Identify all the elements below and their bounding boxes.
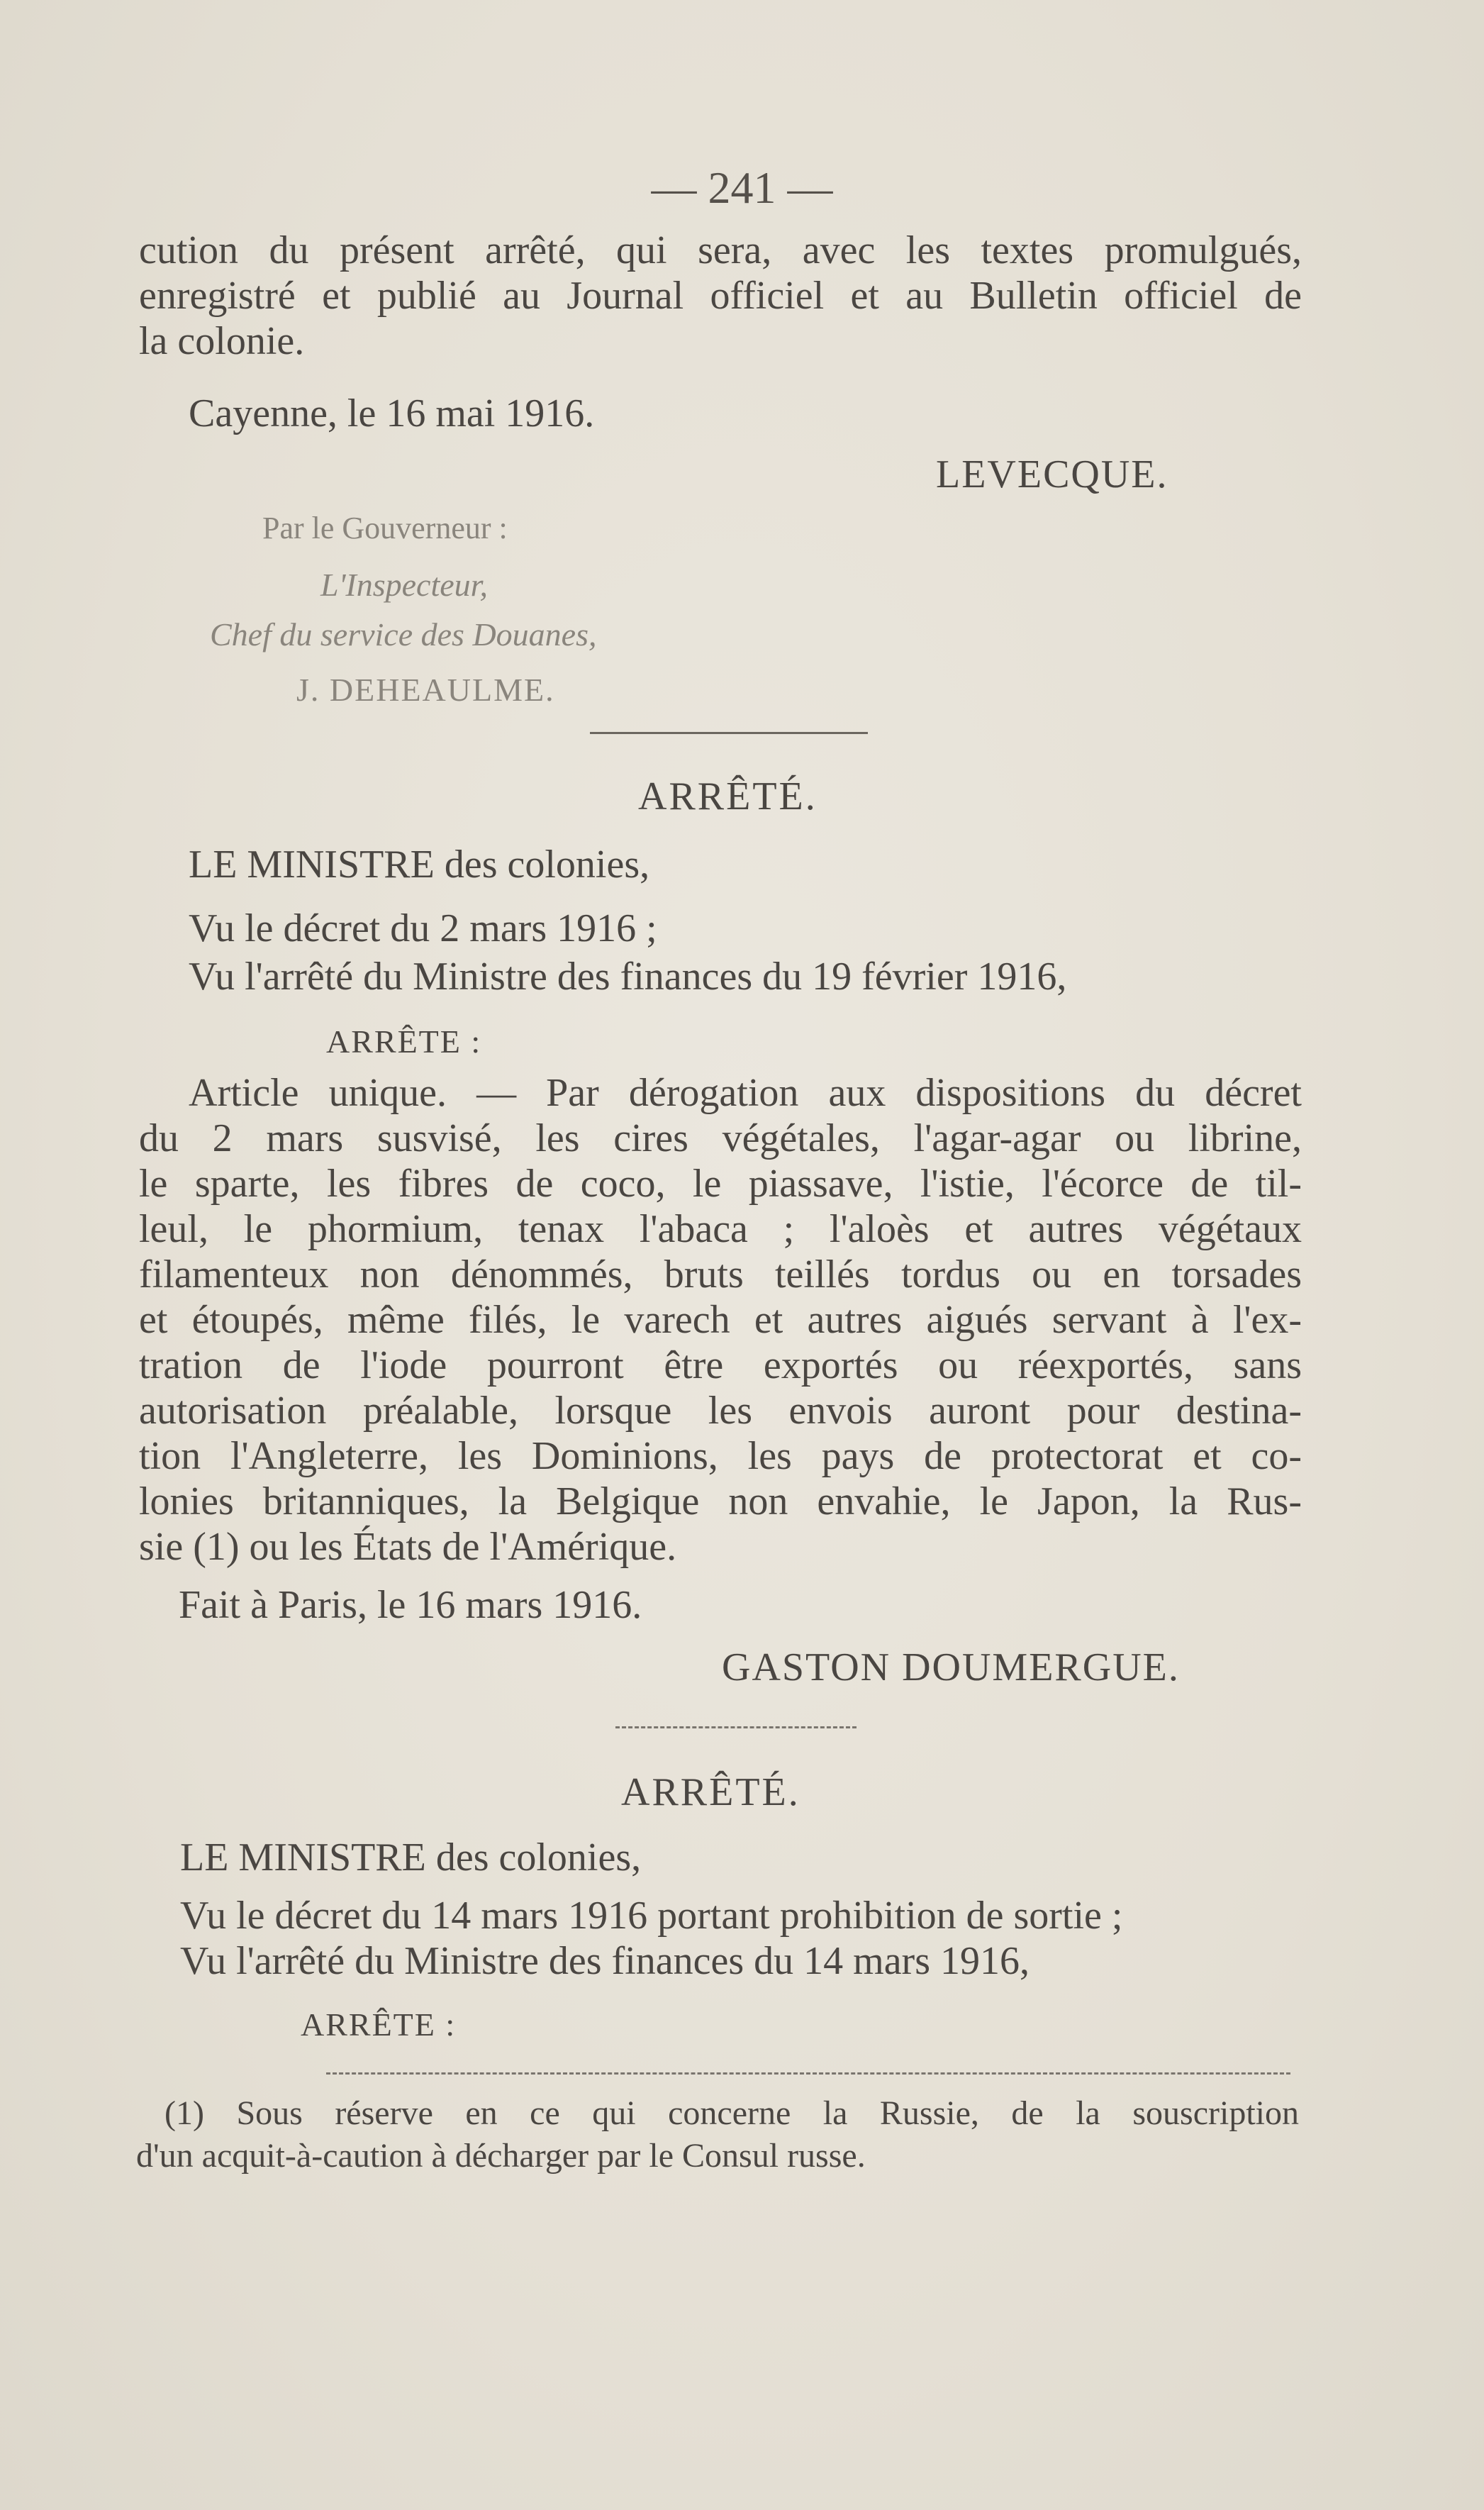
inspecteur-title: L'Inspecteur, (320, 567, 488, 603)
text-line: du 2 mars susvisé, les cires végétales, l'agar-agar ou librine, (139, 1116, 1302, 1160)
place-date: Fait à Paris, le 16 mars 1916. (179, 1583, 642, 1627)
vu-line: Vu l'arrêté du Ministre des finances du 19 février 1916, (189, 955, 1067, 999)
text-line: et étoupés, même filés, le varech et autres aigués servant à l'ex- (139, 1298, 1302, 1342)
inspector-name: J. DEHEAULME. (296, 672, 555, 708)
place-date: Cayenne, le 16 mai 1916. (189, 392, 595, 435)
vu-line: Vu le décret du 2 mars 1916 ; (189, 906, 657, 950)
page-number: — 241 — (651, 162, 833, 213)
arrete-label: ARRÊTE : (326, 1023, 482, 1060)
act-heading: ARRÊTÉ. (638, 774, 818, 818)
footnote (136, 2092, 1299, 2177)
text-line: sie (1) ou les États de l'Amérique. (139, 1525, 677, 1569)
text-line: enregistré et publié au Journal officiel et au Bulletin officiel de (139, 274, 1302, 318)
separator-rule (590, 732, 868, 734)
text-line: la colonie. (139, 319, 305, 363)
footnote-rule (326, 2072, 1290, 2075)
vu-line: Vu l'arrêté du Ministre des finances du 14 mars 1916, (180, 1939, 1030, 1983)
arrete-label: ARRÊTE : (301, 2006, 457, 2043)
article-paragraph (139, 1070, 1302, 1569)
text-line: le sparte, les fibres de coco, le piassave, l'istie, l'écorce de til- (139, 1162, 1302, 1206)
text-line: lonies britanniques, la Belgique non envahie, le Japon, la Rus- (139, 1479, 1302, 1523)
par-gouverneur: Par le Gouverneur : (262, 511, 508, 545)
chef-service-title: Chef du service des Douanes, (210, 616, 597, 653)
text-line: cution du présent arrêté, qui sera, avec les textes promulgués, (139, 228, 1302, 272)
minister-line: LE MINISTRE des colonies, (189, 843, 650, 887)
footnote-line: d'un acquit-à-caution à décharger par le Consul russe. (136, 2137, 866, 2175)
footnote-line: (1) Sous réserve en ce qui concerne la Russie, de la souscription (164, 2094, 1299, 2132)
text-line: autorisation préalable, lorsque les envois auront pour destina- (139, 1389, 1302, 1433)
text-line: leul, le phormium, tenax l'abaca ; l'aloès et autres végétaux (139, 1207, 1302, 1251)
text-line: filamenteux non dénommés, bruts teillés tordus ou en torsades (139, 1253, 1302, 1296)
minister-signature: GASTON DOUMERGUE. (722, 1645, 1180, 1689)
minister-line: LE MINISTRE des colonies, (180, 1836, 642, 1879)
continuation-paragraph (139, 227, 1302, 363)
separator-rule (615, 1726, 857, 1728)
governor-signature: LEVECQUE. (936, 452, 1168, 496)
text-line: Article unique. — Par dérogation aux dispositions du décret (189, 1071, 1302, 1115)
text-line: tion l'Angleterre, les Dominions, les pays de protectorat et co- (139, 1434, 1302, 1478)
vu-line: Vu le décret du 14 mars 1916 portant prohibition de sortie ; (180, 1894, 1123, 1938)
text-line: tration de l'iode pourront être exportés ou réexportés, sans (139, 1343, 1302, 1387)
act-heading: ARRÊTÉ. (621, 1770, 800, 1814)
